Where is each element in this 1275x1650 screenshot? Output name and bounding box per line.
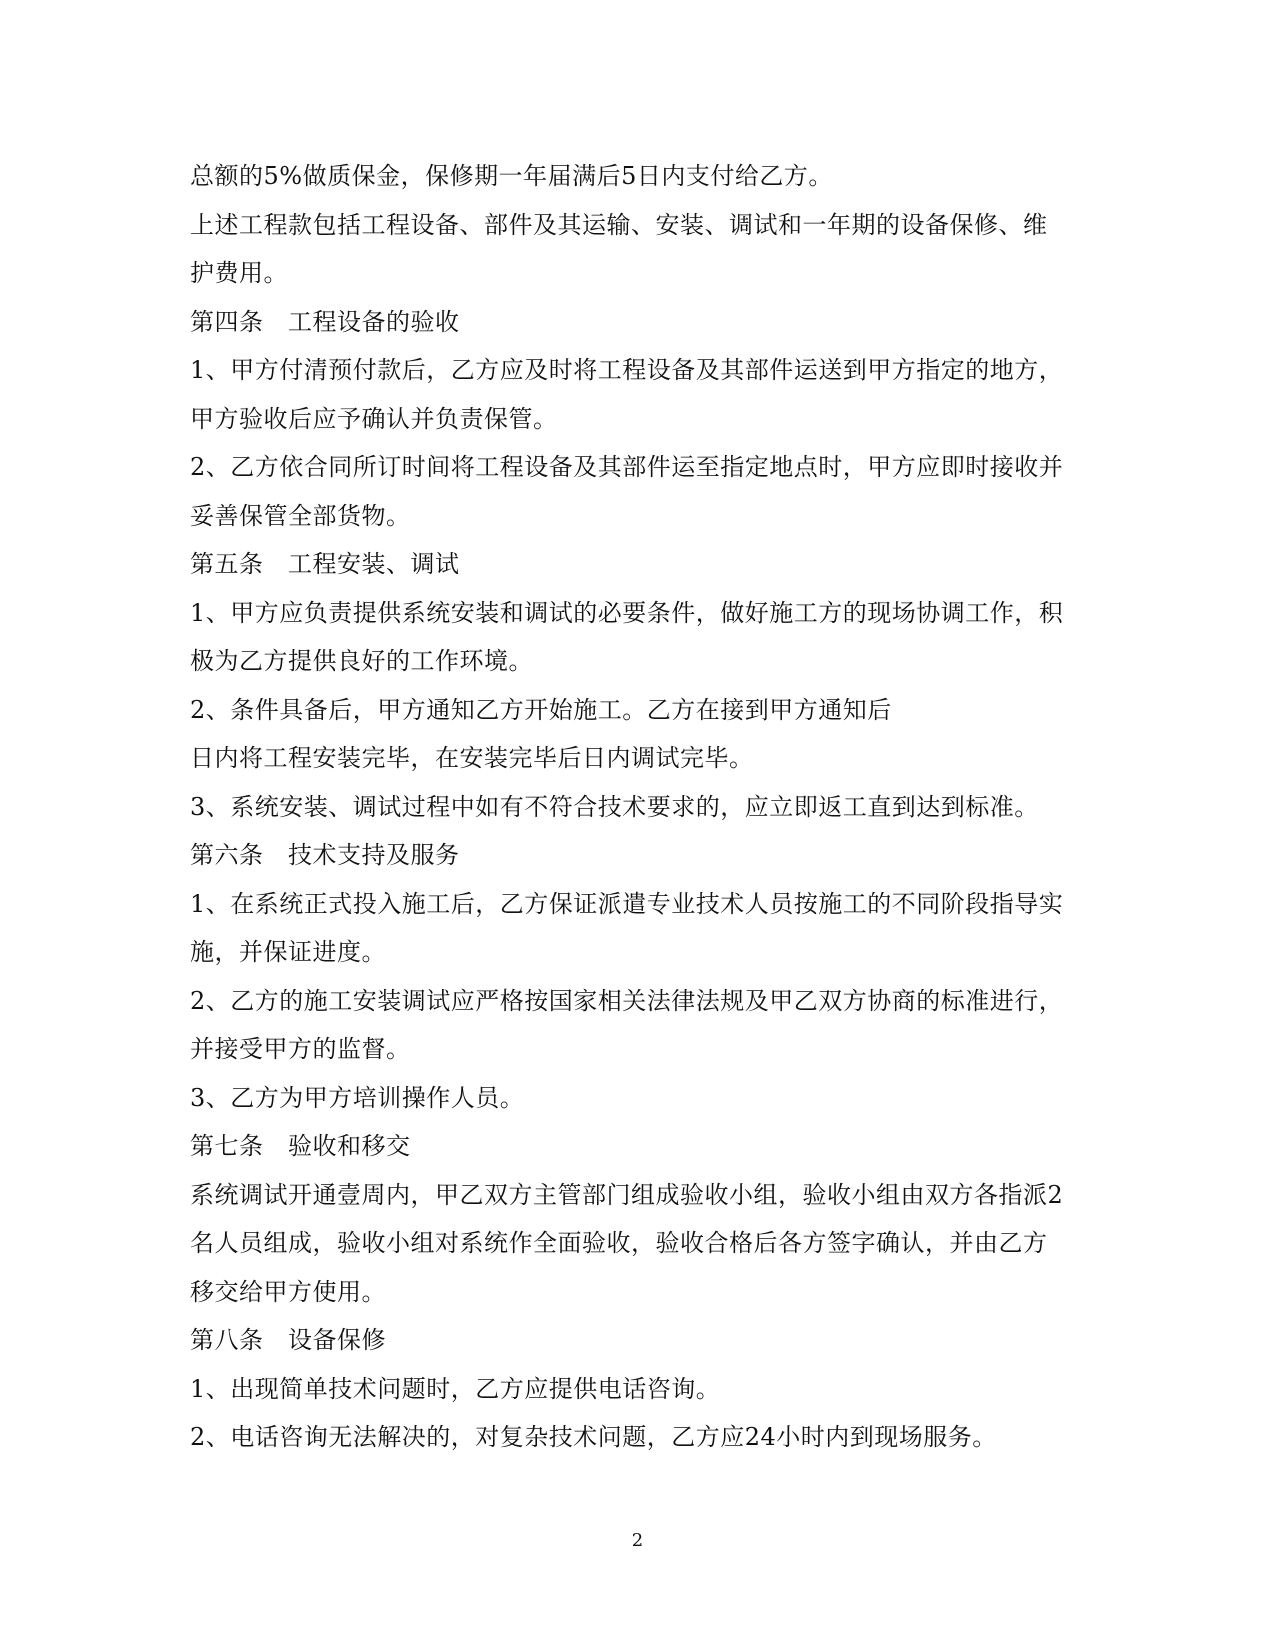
text-line: 并接受甲方的监督。 <box>190 1035 411 1063</box>
text-line: 3、系统安装、调试过程中如有不符合技术要求的，应立即返工直到达到标准。 <box>190 792 1039 821</box>
section-heading: 第四条 工程设备的验收 <box>190 307 460 336</box>
text-line: 系统调试开通壹周内，甲乙双方主管部门组成验收小组，验收小组由双方各指派2 <box>190 1180 1064 1209</box>
text-line: 2、乙方的施工安装调试应严格按国家相关法律法规及甲乙双方协商的标准进行， <box>190 986 1064 1015</box>
text-line: 3、乙方为甲方培训操作人员。 <box>190 1083 525 1112</box>
text-line: 日内将工程安装完毕，在安装完毕后日内调试完毕。 <box>190 744 754 772</box>
text-line: 上述工程款包括工程设备、部件及其运输、安装、调试和一年期的设备保修、维 <box>190 210 1048 239</box>
section-heading: 第六条 技术支持及服务 <box>190 841 460 869</box>
document-body <box>190 152 1090 1462</box>
text-line: 甲方验收后应予确认并负责保管。 <box>190 404 558 433</box>
section-heading: 第八条 设备保修 <box>190 1326 386 1354</box>
section-heading: 第七条 验收和移交 <box>190 1132 411 1160</box>
text-line: 1、出现简单技术问题时，乙方应提供电话咨询。 <box>190 1374 721 1403</box>
text-line: 极为乙方提供良好的工作环境。 <box>190 647 533 675</box>
section-heading: 第五条 工程安装、调试 <box>190 550 460 578</box>
text-line: 2、条件具备后，甲方通知乙方开始施工。乙方在接到甲方通知后 <box>190 695 892 724</box>
text-line: 移交给甲方使用。 <box>190 1277 386 1306</box>
text-line: 1、甲方应负责提供系统安装和调试的必要条件，做好施工方的现场协调工作，积 <box>190 598 1064 627</box>
text-line: 护费用。 <box>190 259 288 287</box>
page-number: 2 <box>631 1530 644 1551</box>
text-line: 名人员组成，验收小组对系统作全面验收，验收合格后各方签字确认，并由乙方 <box>190 1229 1048 1257</box>
text-line: 1、在系统正式投入施工后，乙方保证派遣专业技术人员按施工的不同阶段指导实 <box>190 889 1064 918</box>
text-line: 1、甲方付清预付款后，乙方应及时将工程设备及其部件运送到甲方指定的地方， <box>190 356 1064 384</box>
text-line: 妥善保管全部货物。 <box>190 501 411 530</box>
text-line: 2、电话咨询无法解决的，对复杂技术问题，乙方应24小时内到现场服务。 <box>190 1423 997 1451</box>
text-line: 2、乙方依合同所订时间将工程设备及其部件运至指定地点时，甲方应即时接收并 <box>190 453 1064 481</box>
text-line: 总额的5%做质保金，保修期一年届满后5日内支付给乙方。 <box>190 162 833 190</box>
text-line: 施，并保证进度。 <box>190 938 386 966</box>
